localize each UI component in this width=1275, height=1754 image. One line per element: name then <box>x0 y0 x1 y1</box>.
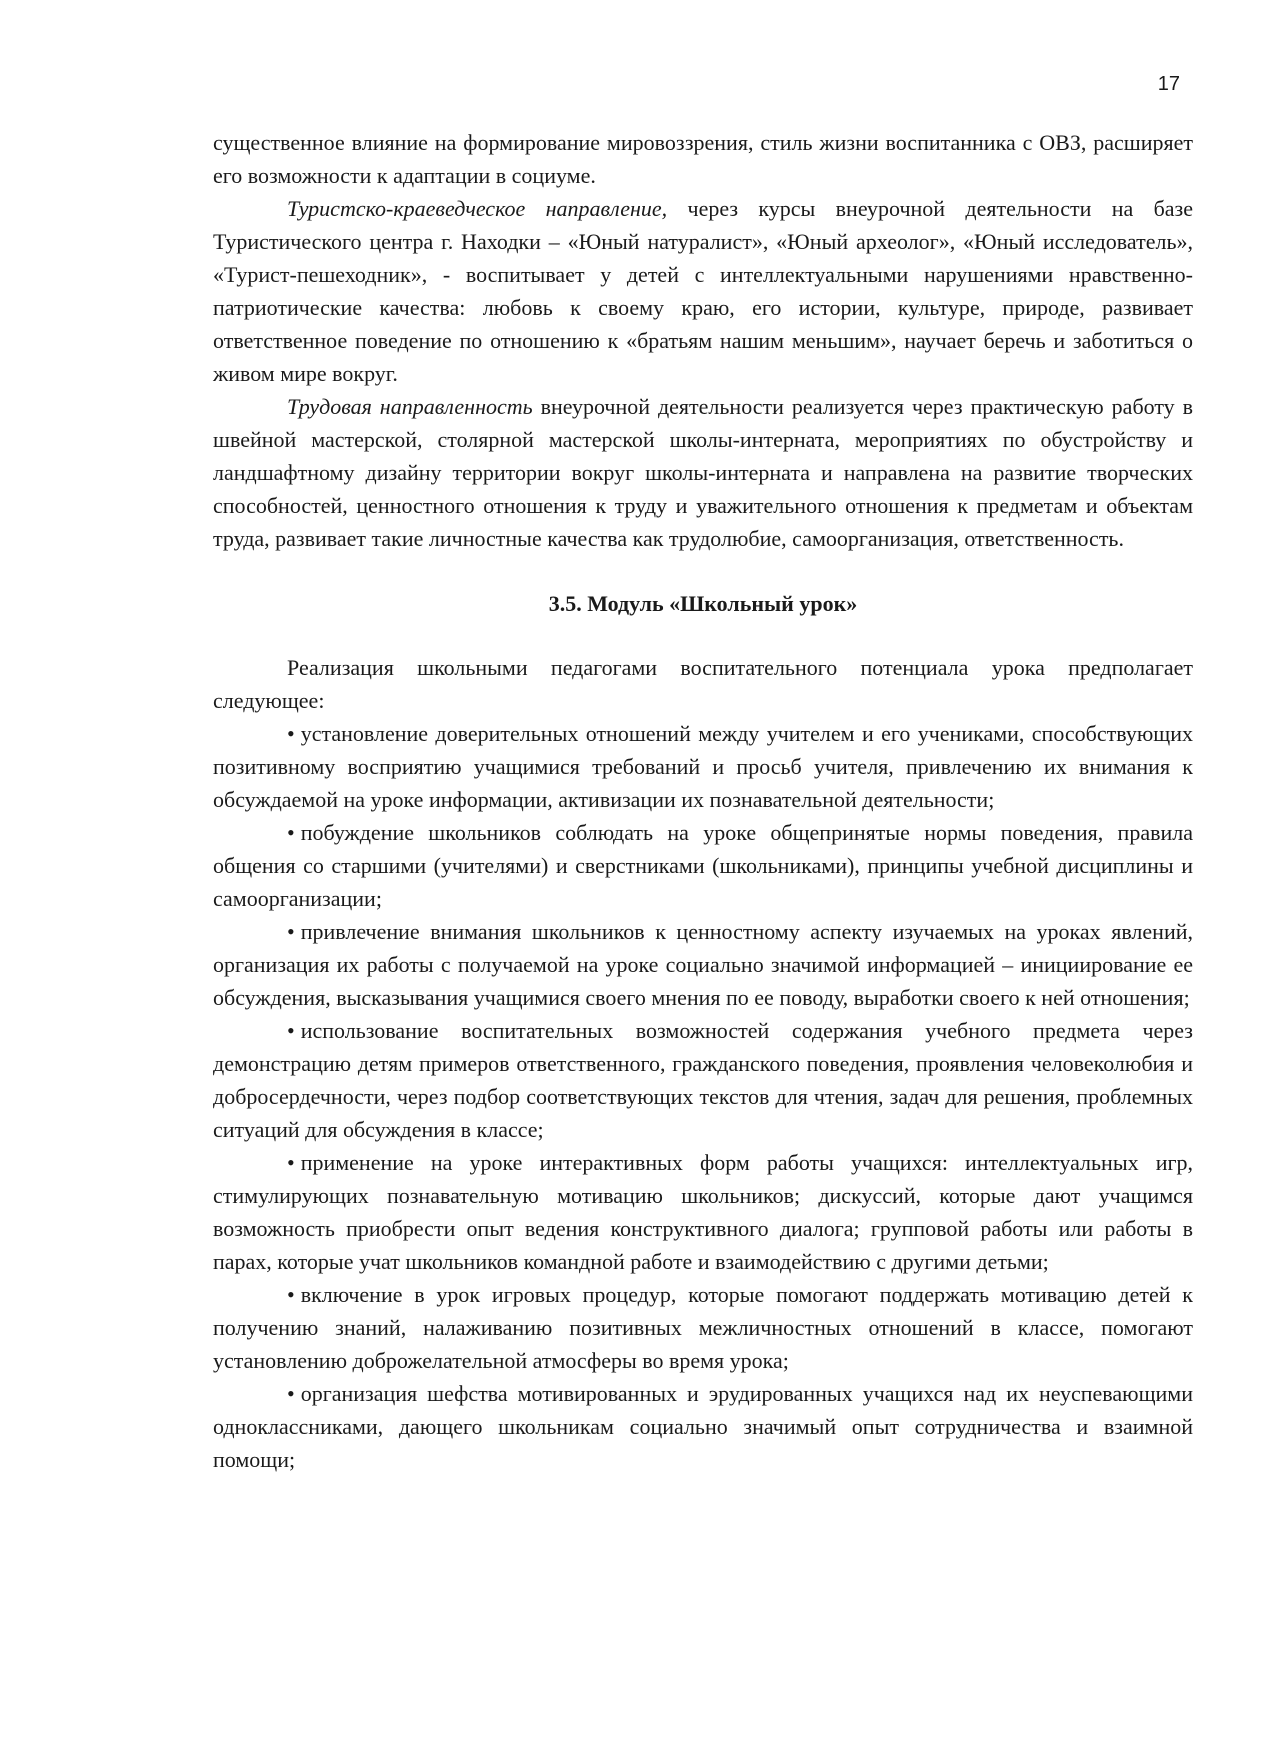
section-lead: Реализация школьными педагогами воспитательного потенциала урока предполагает следующее: <box>213 655 1193 713</box>
list-item <box>213 816 1193 915</box>
labor-paragraph <box>213 390 1193 555</box>
tourism-term: Туристско-краеведческое направление, <box>287 196 668 221</box>
list-item-text: установление доверительных отношений между учителем и его учениками, способствующих позитивному восприятию учащимися требований и просьб учителя, привлечению их внимания к обсуждаемой на уроке информации, активизации их познавательной деятельности; <box>213 721 1193 812</box>
page-body <box>213 126 1193 1476</box>
list-item <box>213 1146 1193 1278</box>
section-heading: 3.5. Модуль «Школьный урок» <box>548 591 858 616</box>
list-item-text: организация шефства мотивированных и эрудированных учащихся над их неуспевающими одноклассниками, дающего школьникам социально значимый опыт сотрудничества и взаимной помощи; <box>213 1381 1193 1472</box>
list-item-text: побуждение школьников соблюдать на уроке общепринятые нормы поведения, правила общения со старшими (учителями) и сверстниками (школьниками), принципы учебной дисциплины и самоорганизации; <box>213 820 1193 911</box>
labor-text: внеурочной деятельности реализуется через практическую работу в швейной мастерской, столярной мастерской школы-интерната, мероприятиях по обустройству и ландшафтному дизайну территории вокруг школы-интерната и направлена на развитие творческих способностей, ценностного отношения к труду и уважительного отношения к предметам и объектам труда, развивает такие личностные качества как трудолюбие, самоорганизация, ответственность. <box>213 394 1193 551</box>
bullet-icon: • <box>287 1150 295 1175</box>
list-item-text: использование воспитательных возможностей содержания учебного предмета через демонстрацию детям примеров ответственного, гражданского поведения, проявления человеколюбия и добросердечности, через подбор соответствующих текстов для чтения, задач для решения, проблемных ситуаций для обсуждения в классе; <box>213 1018 1193 1142</box>
list-item <box>213 1377 1193 1476</box>
tourism-paragraph <box>213 192 1193 390</box>
bullet-icon: • <box>287 721 295 746</box>
bullet-icon: • <box>287 919 295 944</box>
intro-paragraph: существенное влияние на формирование мировоззрения, стиль жизни воспитанника с ОВЗ, расширяет его возможности к адаптации в социуме. <box>213 130 1193 188</box>
bullet-icon: • <box>287 1018 295 1043</box>
bullet-icon: • <box>287 1282 295 1307</box>
list-item-text: привлечение внимания школьников к ценностному аспекту изучаемых на уроках явлений, организация их работы с получаемой на уроке социально значимой информацией – инициирование ее обсуждения, высказывания учащимися своего мнения по ее поводу, выработки своего к ней отношения; <box>213 919 1193 1010</box>
bullet-icon: • <box>287 820 295 845</box>
page-number: 17 <box>1157 73 1180 95</box>
list-item <box>213 1014 1193 1146</box>
bullet-icon: • <box>287 1381 295 1406</box>
tourism-text: через курсы внеурочной деятельности на базе Туристического центра г. Находки – «Юный натуралист», «Юный археолог», «Юный исследователь», «Турист-пешеходник», - воспитывает у детей с интеллектуальными нарушениями нравственно-патриотические качества: любовь к своему краю, его истории, культуре, природе, развивает ответственное поведение по отношению к «братьям нашим меньшим», научает беречь и заботиться о живом мире вокруг. <box>213 196 1193 386</box>
list-item-text: включение в урок игровых процедур, которые помогают поддержать мотивацию детей к получению знаний, налаживанию позитивных межличностных отношений в классе, помогают установлению доброжелательной атмосферы во время урока; <box>213 1282 1193 1373</box>
list-item <box>213 717 1193 816</box>
list-item-text: применение на уроке интерактивных форм работы учащихся: интеллектуальных игр, стимулирующих познавательную мотивацию школьников; дискуссий, которые дают учащимся возможность приобрести опыт ведения конструктивного диалога; групповой работы или работы в парах, которые учат школьников командной работе и взаимодействию с другими детьми; <box>213 1150 1193 1274</box>
labor-term: Трудовая направленность <box>287 394 533 419</box>
list-item <box>213 1278 1193 1377</box>
list-item <box>213 915 1193 1014</box>
